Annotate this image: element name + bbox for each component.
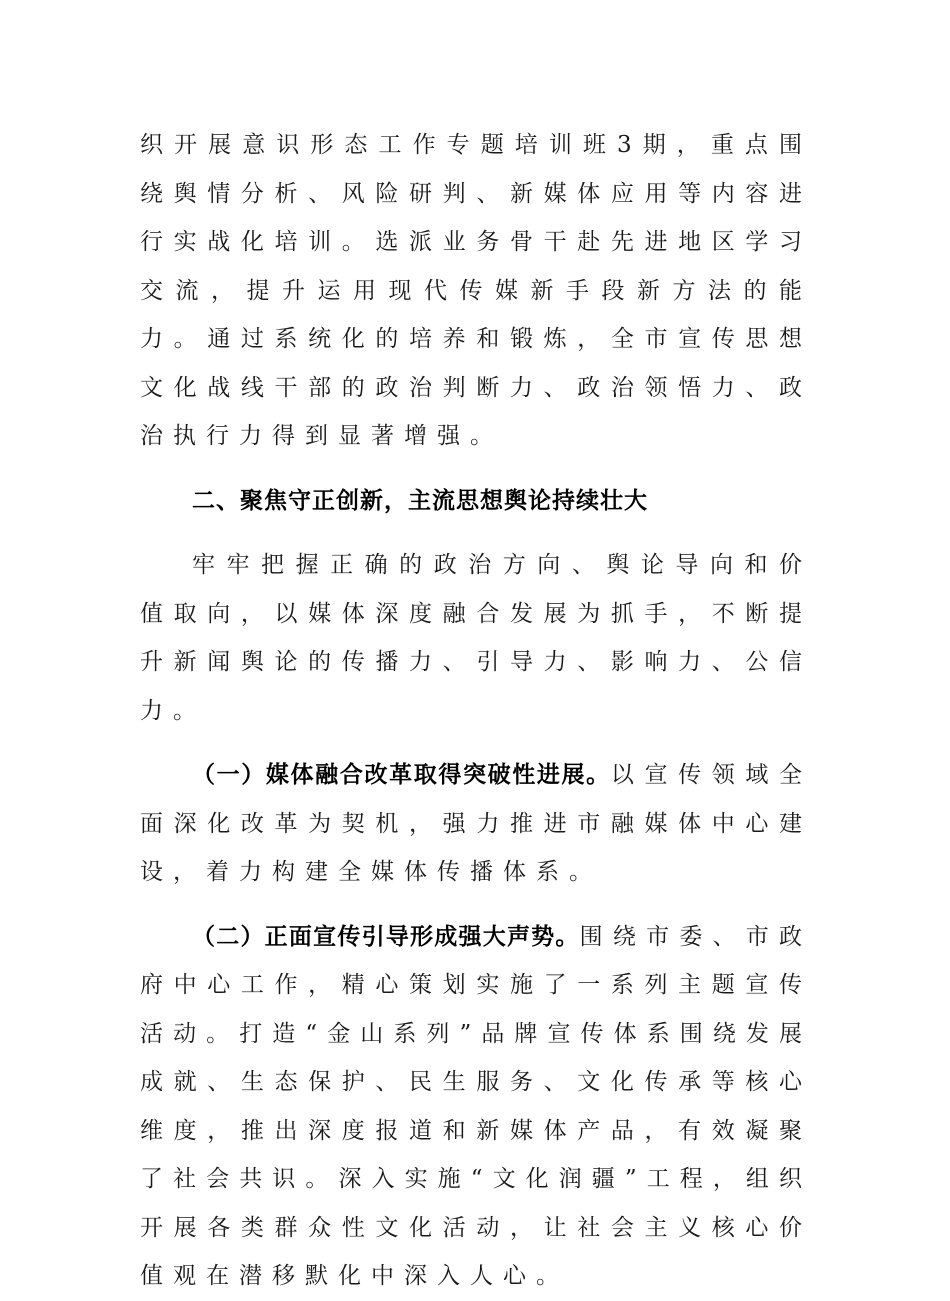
- section-heading-2: 二、聚焦守正创新，主流思想舆论持续壮大: [192, 487, 648, 514]
- subsection-positive-publicity: [140, 913, 812, 1301]
- subsection-body-1: 以宣传领域全面深化改革为契机，强力推进市融媒体中心建设，着力构建全媒体传播体系。: [140, 762, 813, 885]
- paragraph-training-continued: 织开展意识形态工作专题培训班3期，重点围绕舆情分析、风险研判、新媒体应用等内容进行实战化培训。选派业务骨干赴先进地区学习交流，提升运用现代传媒新手段新方法的能力。通过系统化的培养和锻炼，全市宣传思想文化战线干部的政治判断力、政治领悟力、政治执行力得到显著增强。: [140, 132, 812, 449]
- subsection-media-fusion: [140, 751, 812, 897]
- paragraph-media-direction: 牢牢把握正确的政治方向、舆论导向和价值取向，以媒体深度融合发展为抓手，不断提升新闻舆论的传播力、引导力、影响力、公信力。: [140, 552, 812, 724]
- subsection-lead-2: （二）正面宣传引导形成强大声势。: [192, 923, 580, 950]
- document-page: [140, 121, 812, 1301]
- subsection-body-2: 围绕市委、市政府中心工作，精心策划实施了一系列主题宣传活动。打造“金山系列”品牌宣传体系围绕发展成就、生态保护、民生服务、文化传承等核心维度，推出深度报道和新媒体产品，有效凝聚了社会共识。深入实施“文化润疆”工程，组织开展各类群众性文化活动，让社会主义核心价值观在潜移默化中深入人心。: [140, 923, 813, 1289]
- subsection-lead-1: （一）媒体融合改革取得突破性进展。: [192, 762, 611, 788]
